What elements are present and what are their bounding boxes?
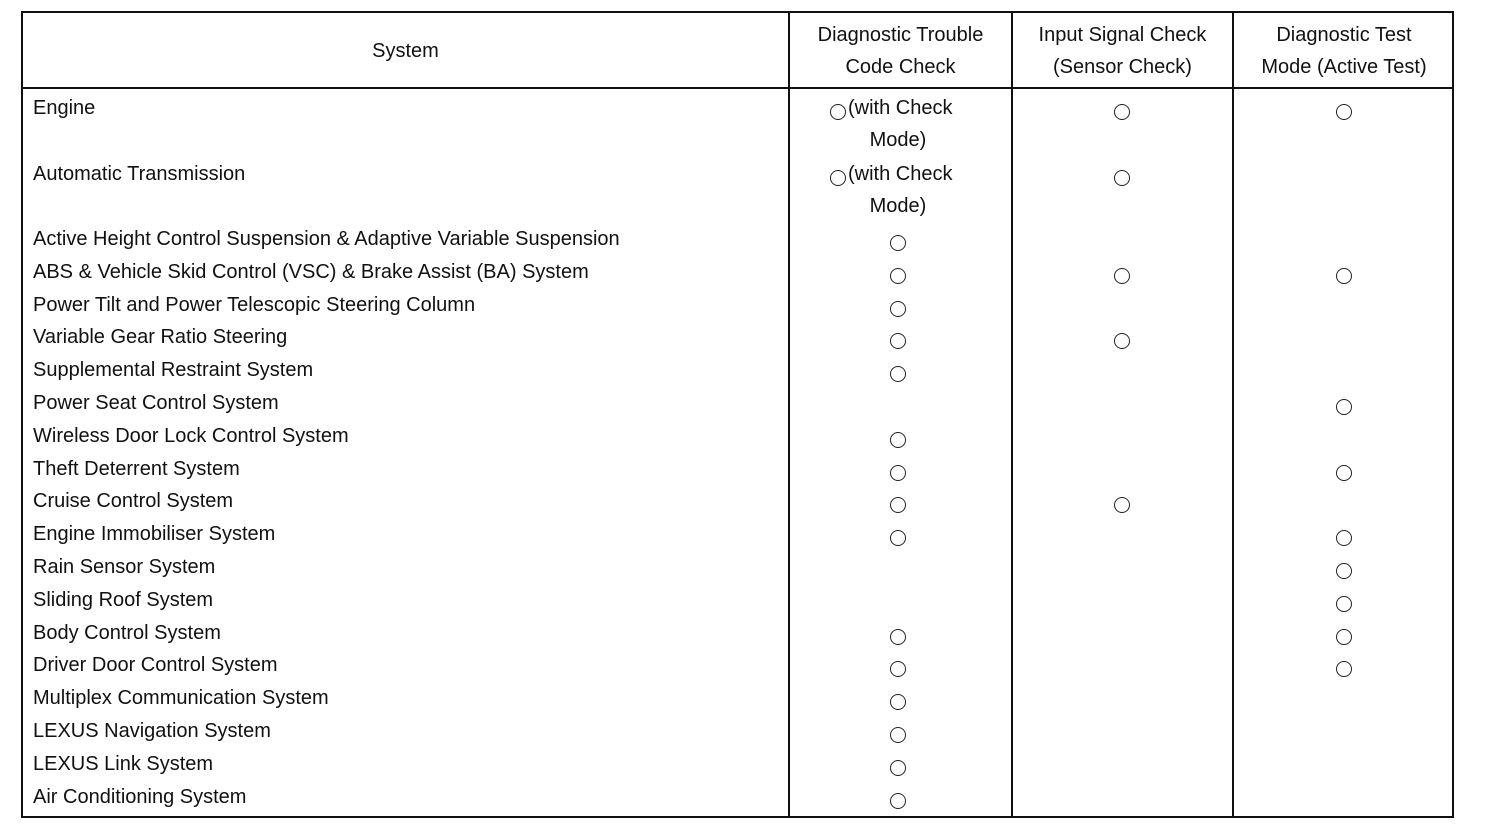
header-input-signal-check [1013, 13, 1232, 88]
system-name: Engine [33, 97, 96, 119]
header-system-label: System [372, 39, 439, 62]
system-name: Wireless Door Lock Control System [33, 424, 349, 447]
system-name: LEXUS Link System [33, 752, 214, 775]
dtc-check-mark [890, 497, 906, 513]
dtc-check-mark [890, 694, 906, 710]
column-divider [788, 13, 790, 816]
input-signal-check-mark [1114, 170, 1130, 186]
system-name: Air Conditioning System [33, 785, 247, 808]
column-divider [1232, 13, 1234, 816]
dtc-check-mark [890, 760, 906, 776]
system-name: ABS & Vehicle Skid Control (VSC) & Brake Assist (BA) System [33, 260, 589, 283]
active-test-mark [1336, 104, 1352, 120]
active-test-mark [1336, 629, 1352, 645]
dtc-check-mark [890, 629, 906, 645]
check-mode-note: (with Check [848, 162, 953, 185]
dtc-check-mark [890, 301, 906, 317]
dtc-check-mark [890, 366, 906, 382]
active-test-mark [1336, 268, 1352, 284]
header-dtc-line1: Diagnostic Trouble [817, 23, 984, 46]
dtc-check-mark [890, 793, 906, 809]
dtc-check-mark [890, 727, 906, 743]
active-test-mark [1336, 563, 1352, 579]
header-dtc-line2: Code Check [845, 55, 956, 78]
diagnostic-table [21, 11, 1454, 818]
system-name: Variable Gear Ratio Steering [33, 326, 288, 349]
system-name: Engine Immobiliser System [33, 523, 276, 546]
system-name: Cruise Control System [33, 490, 234, 513]
input-signal-check-mark [1114, 497, 1130, 513]
system-name: Theft Deterrent System [33, 457, 240, 480]
active-test-mark [1336, 661, 1352, 677]
system-name: Driver Door Control System [33, 654, 278, 677]
active-test-mark [1336, 399, 1352, 415]
header-active-line2: Mode (Active Test) [1261, 55, 1427, 78]
dtc-check-mark [890, 268, 906, 284]
system-name: Sliding Roof System [33, 588, 214, 611]
input-signal-check-mark [1114, 104, 1130, 120]
check-mode-note-line2: Mode) [869, 129, 927, 151]
system-name: LEXUS Navigation System [33, 720, 271, 742]
header-system [23, 13, 788, 88]
system-name: Power Seat Control System [33, 392, 279, 414]
column-divider [1011, 13, 1013, 816]
dtc-check-mark [890, 333, 906, 349]
dtc-check-mark [890, 530, 906, 546]
input-signal-check-mark [1114, 268, 1130, 284]
system-name: Supplemental Restraint System [33, 359, 314, 382]
active-test-mark [1336, 530, 1352, 546]
input-signal-check-mark [1114, 333, 1130, 349]
header-input-line1: Input Signal Check [1038, 23, 1207, 46]
active-test-mark [1336, 465, 1352, 481]
active-test-mark [1336, 596, 1352, 612]
header-input-line2: (Sensor Check) [1053, 55, 1192, 78]
system-name: Power Tilt and Power Telescopic Steering Column [33, 293, 476, 316]
system-name: Multiplex Communication System [33, 687, 329, 710]
check-mode-note-line2: Mode) [869, 194, 927, 217]
system-name: Body Control System [33, 621, 221, 644]
header-active-test [1234, 13, 1454, 88]
system-name: Automatic Transmission [33, 162, 246, 185]
header-active-line1: Diagnostic Test [1276, 23, 1412, 46]
dtc-check-mark [890, 661, 906, 677]
dtc-check-mark [830, 170, 846, 186]
system-name: Rain Sensor System [33, 556, 216, 578]
dtc-check-mark [890, 465, 906, 481]
check-mode-note: (with Check [848, 97, 953, 119]
header-dtc-check [790, 13, 1011, 88]
dtc-check-mark [890, 235, 906, 251]
dtc-check-mark [890, 432, 906, 448]
system-name: Active Height Control Suspension & Adaptive Variable Suspension [33, 228, 620, 250]
dtc-check-mark [830, 104, 846, 120]
